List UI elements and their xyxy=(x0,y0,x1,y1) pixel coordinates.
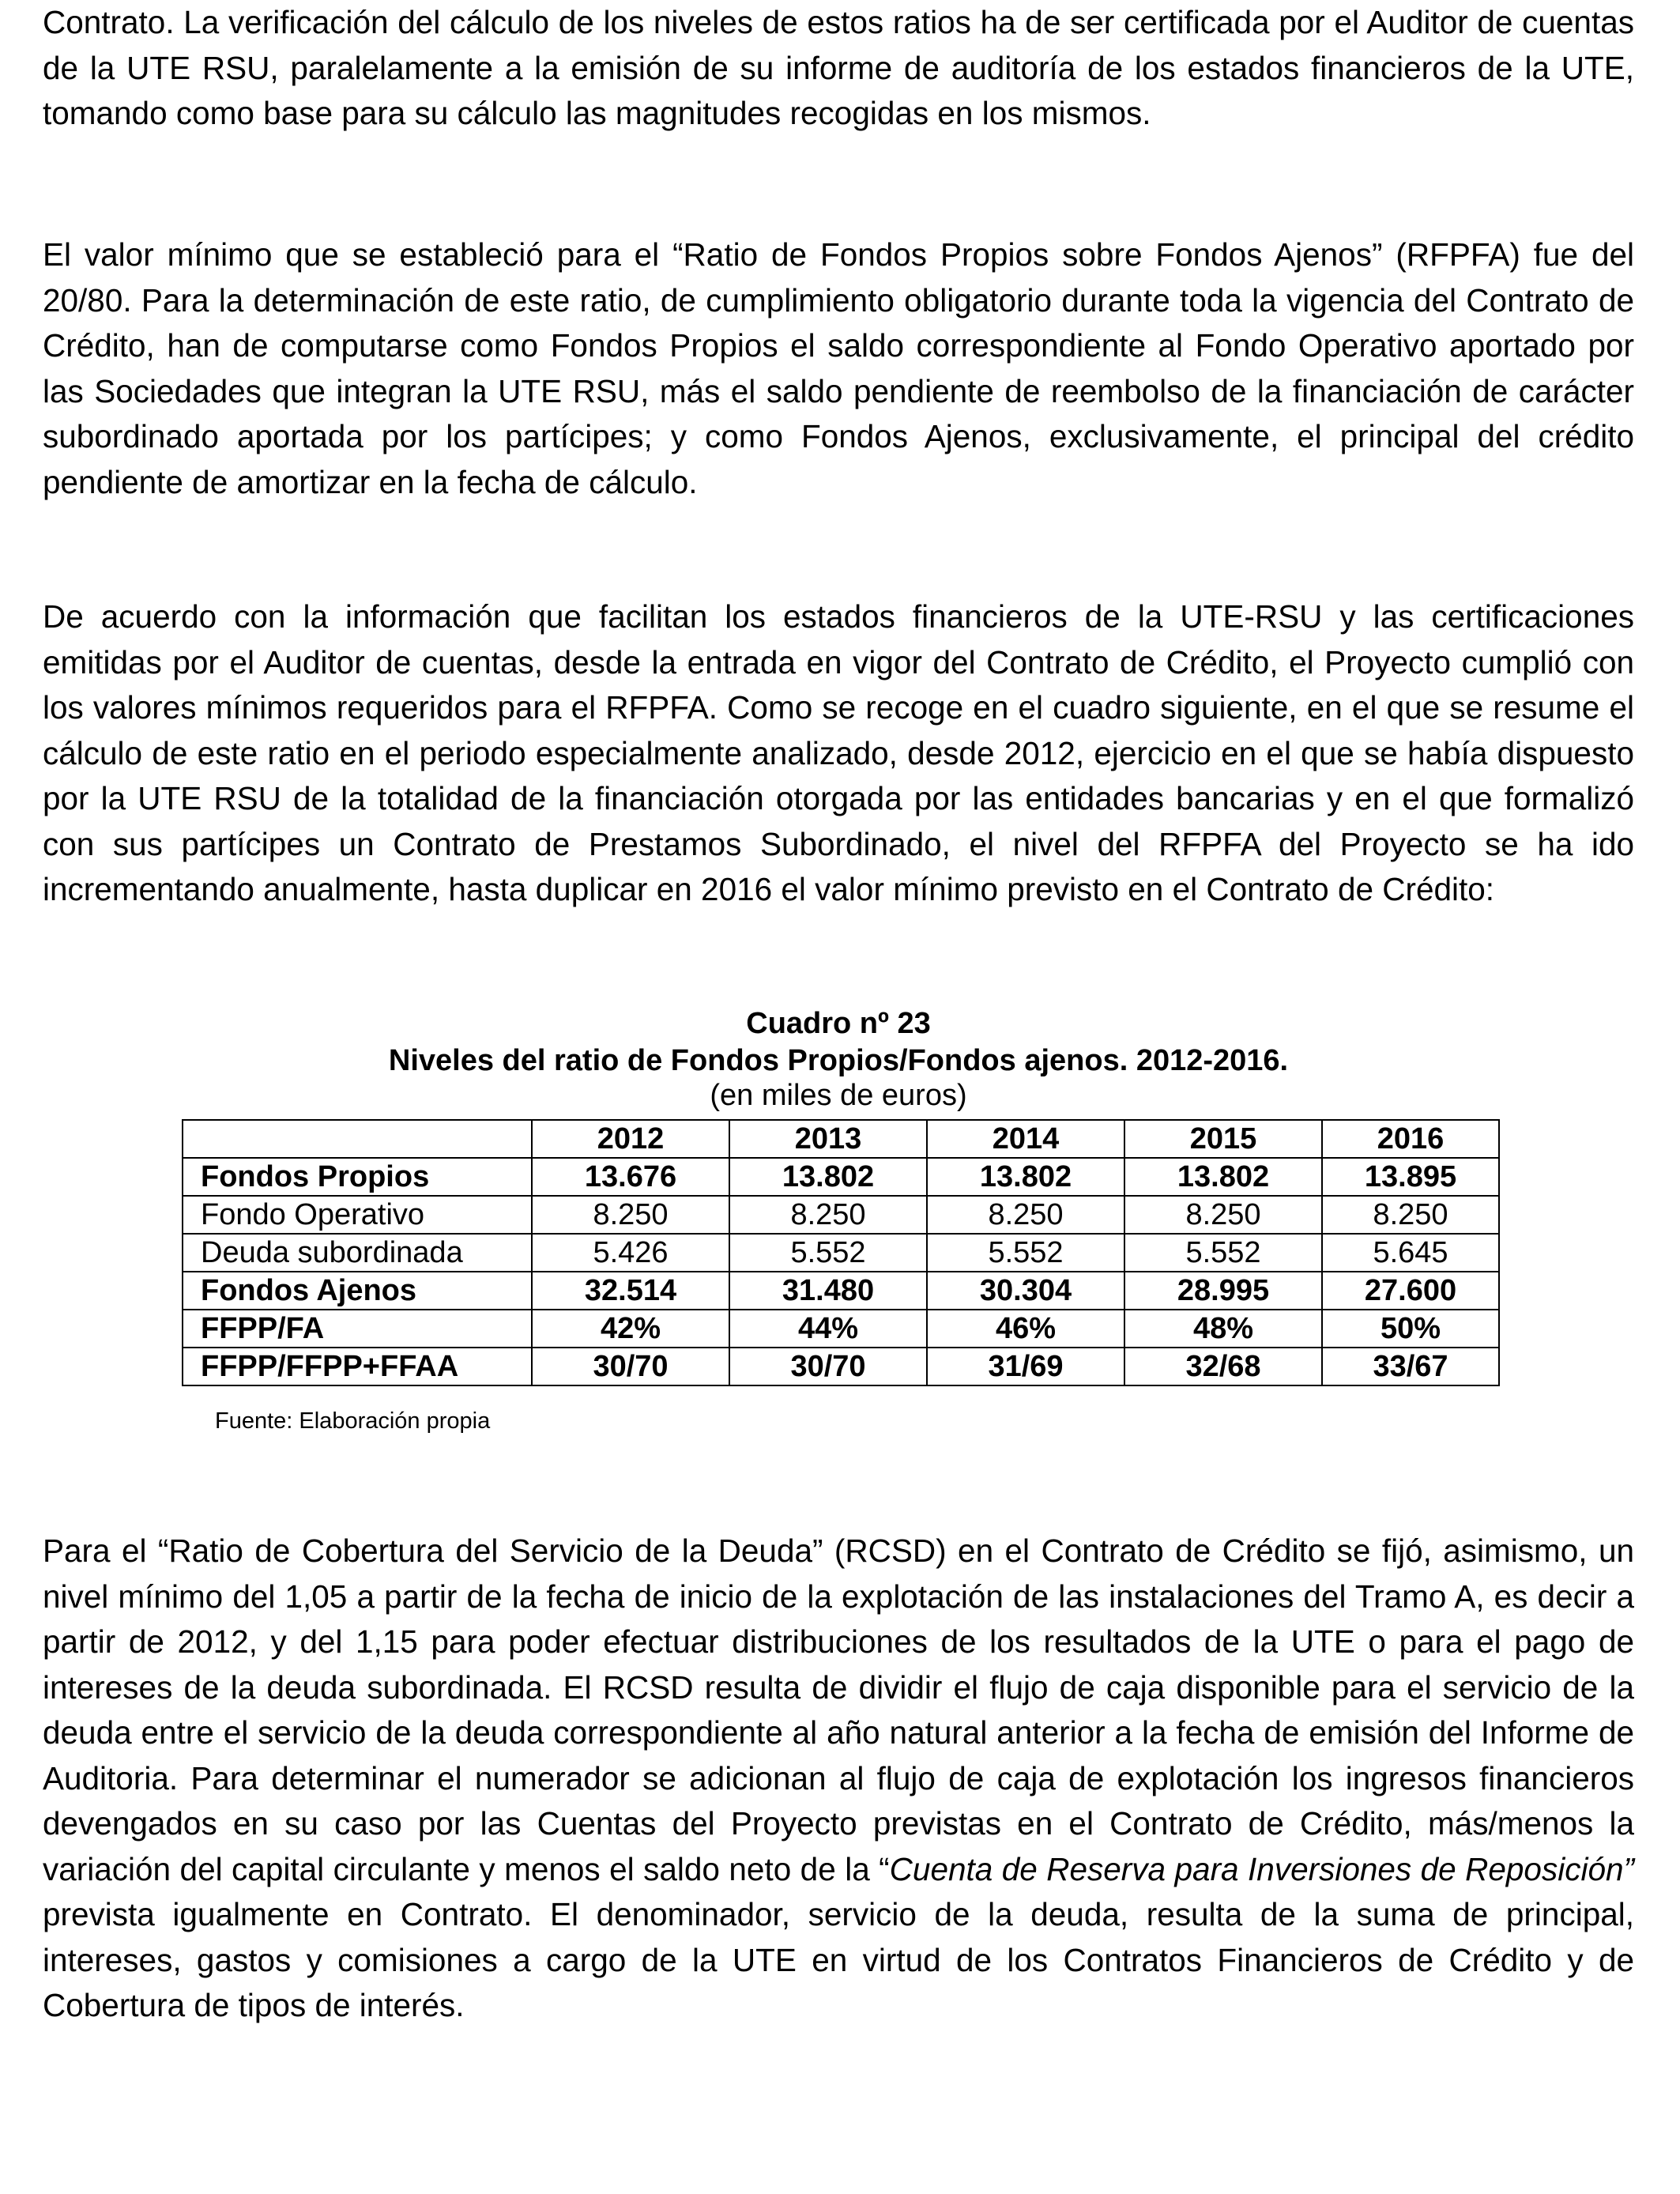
table-cell: 30.304 xyxy=(927,1272,1124,1310)
table-row xyxy=(183,1310,1499,1348)
paragraph-3: De acuerdo con la información que facilitan los estados financieros de la UTE-RSU y las certificaciones emitidas por el Auditor de cuentas, desde la entrada en vigor del Contrato de Crédito, el Proyecto cumplió con los valores mínimos requeridos para el RFPFA. Como se recoge en el cuadro siguiente, en el que se resume el cálculo de este ratio en el periodo especialmente analizado, desde 2012, ejercicio en el que se había dispuesto por la UTE RSU de la totalidad de la financiación otorgada por las entidades bancarias y en el que formalizó con sus partícipes un Contrato de Prestamos Subordinado, el nivel del RFPFA del Proyecto se ha ido incrementando anualmente, hasta duplicar en 2016 el valor mínimo previsto en el Contrato de Crédito: xyxy=(43,598,1634,907)
table-header-year: 2014 xyxy=(927,1120,1124,1158)
table-header-year: 2012 xyxy=(532,1120,729,1158)
paragraph-2: El valor mínimo que se estableció para el “Ratio de Fondos Propios sobre Fondos Ajenos” (RFPFA) fue del 20/80. Para la determinación de este ratio, de cumplimiento obligatorio durante toda la vigencia del Contrato de Crédito, han de computarse como Fondos Propios el saldo correspondiente al Fondo Operativo aportado por las Sociedades que integran la UTE RSU, más el saldo pendiente de reembolso de la financiación de carácter subordinado aportada por los partícipes; y como Fondos Ajenos, exclusivamente, el principal del crédito pendiente de amortizar en la fecha de cálculo. xyxy=(43,236,1634,500)
table-cell: 50% xyxy=(1322,1310,1499,1348)
table-cell: 5.552 xyxy=(1124,1234,1322,1272)
row-label: Fondos Propios xyxy=(183,1158,532,1196)
table-cell: 42% xyxy=(532,1310,729,1348)
table-cell: 13.895 xyxy=(1322,1158,1499,1196)
table-source: Fuente: Elaboración propia xyxy=(215,1408,491,1434)
paragraph-4-text-end: prevista igualmente en Contrato. El denominador, servicio de la deuda, resulta de la suma de principal, intereses, gastos y comisiones a cargo de la UTE en virtud de los Contratos Financieros de Crédito y de Cobertura de tipos de interés. xyxy=(43,1896,1634,2023)
table-cell: 30/70 xyxy=(729,1348,927,1385)
table-header-year: 2013 xyxy=(729,1120,927,1158)
paragraph-1: Contrato. La verificación del cálculo de los niveles de estos ratios ha de ser certificada por el Auditor de cuentas de la UTE RSU, paralelamente a la emisión de su informe de auditoría de los estados financieros de la UTE, tomando como base para su cálculo las magnitudes recogidas en los mismos. xyxy=(43,4,1634,131)
table-header-row xyxy=(183,1120,1499,1158)
ratio-table xyxy=(182,1119,1500,1386)
table-cell: 5.426 xyxy=(532,1234,729,1272)
table-cell: 48% xyxy=(1124,1310,1322,1348)
table-row xyxy=(183,1348,1499,1385)
row-label: Fondos Ajenos xyxy=(183,1272,532,1310)
table-cell: 8.250 xyxy=(1124,1196,1322,1234)
paragraph-4-italic: Cuenta de Reserva para Inversiones de Reposición” xyxy=(889,1850,1634,1887)
row-label: Deuda subordinada xyxy=(183,1234,532,1272)
table-cell: 44% xyxy=(729,1310,927,1348)
table-cell: 8.250 xyxy=(1322,1196,1499,1234)
row-label: Fondo Operativo xyxy=(183,1196,532,1234)
table-cell: 13.802 xyxy=(927,1158,1124,1196)
table-cell: 27.600 xyxy=(1322,1272,1499,1310)
table-cell: 28.995 xyxy=(1124,1272,1322,1310)
table-cell: 8.250 xyxy=(729,1196,927,1234)
row-label: FFPP/FA xyxy=(183,1310,532,1348)
table-row xyxy=(183,1272,1499,1310)
table-cell: 32/68 xyxy=(1124,1348,1322,1385)
table-cell: 33/67 xyxy=(1322,1348,1499,1385)
table-cell: 13.802 xyxy=(1124,1158,1322,1196)
table-cell: 5.645 xyxy=(1322,1234,1499,1272)
table-caption xyxy=(43,1005,1634,1111)
table-cell: 13.802 xyxy=(729,1158,927,1196)
table-cell: 31.480 xyxy=(729,1272,927,1310)
table-cell: 31/69 xyxy=(927,1348,1124,1385)
table-header-empty xyxy=(183,1120,532,1158)
table-cell: 8.250 xyxy=(532,1196,729,1234)
table-cell: 8.250 xyxy=(927,1196,1124,1234)
table-cell: 5.552 xyxy=(927,1234,1124,1272)
table-caption-title: Niveles del ratio de Fondos Propios/Fondos ajenos. 2012-2016. xyxy=(388,1044,1289,1077)
table-row xyxy=(183,1196,1499,1234)
table-cell: 30/70 xyxy=(532,1348,729,1385)
paragraph-4-text: Para el “Ratio de Cobertura del Servicio de la Deuda” (RCSD) en el Contrato de Crédito se fijó, asimismo, un nivel mínimo del 1,05 a partir de la fecha de inicio de la explotación de las instalaciones del Tramo A, es decir a partir de 2012, y del 1,15 para poder efectuar distribuciones de los resultados de la UTE o para el pago de intereses de la deuda subordinada. El RCSD resulta de dividir el flujo de caja disponible para el servicio de la deuda entre el servicio de la deuda correspondiente al año natural anterior a la fecha de emisión del Informe de Auditoria. Para determinar el numerador se adicionan al flujo de caja de explotación los ingresos financieros devengados en su caso por las Cuentas del Proyecto previstas en el Contrato de Crédito, más/menos la variación del capital circulante y menos el saldo neto de la “ xyxy=(43,1532,1634,1887)
table-header-year: 2015 xyxy=(1124,1120,1322,1158)
table-caption-number: Cuadro nº 23 xyxy=(746,1007,931,1040)
row-label: FFPP/FFPP+FFAA xyxy=(183,1348,532,1385)
table-cell: 46% xyxy=(927,1310,1124,1348)
table-row xyxy=(183,1158,1499,1196)
table-caption-units: (en miles de euros) xyxy=(710,1079,967,1112)
table-cell: 32.514 xyxy=(532,1272,729,1310)
table-cell: 5.552 xyxy=(729,1234,927,1272)
table-row xyxy=(183,1234,1499,1272)
table-cell: 13.676 xyxy=(532,1158,729,1196)
paragraph-4 xyxy=(43,1529,1634,2029)
table-header-year: 2016 xyxy=(1322,1120,1499,1158)
